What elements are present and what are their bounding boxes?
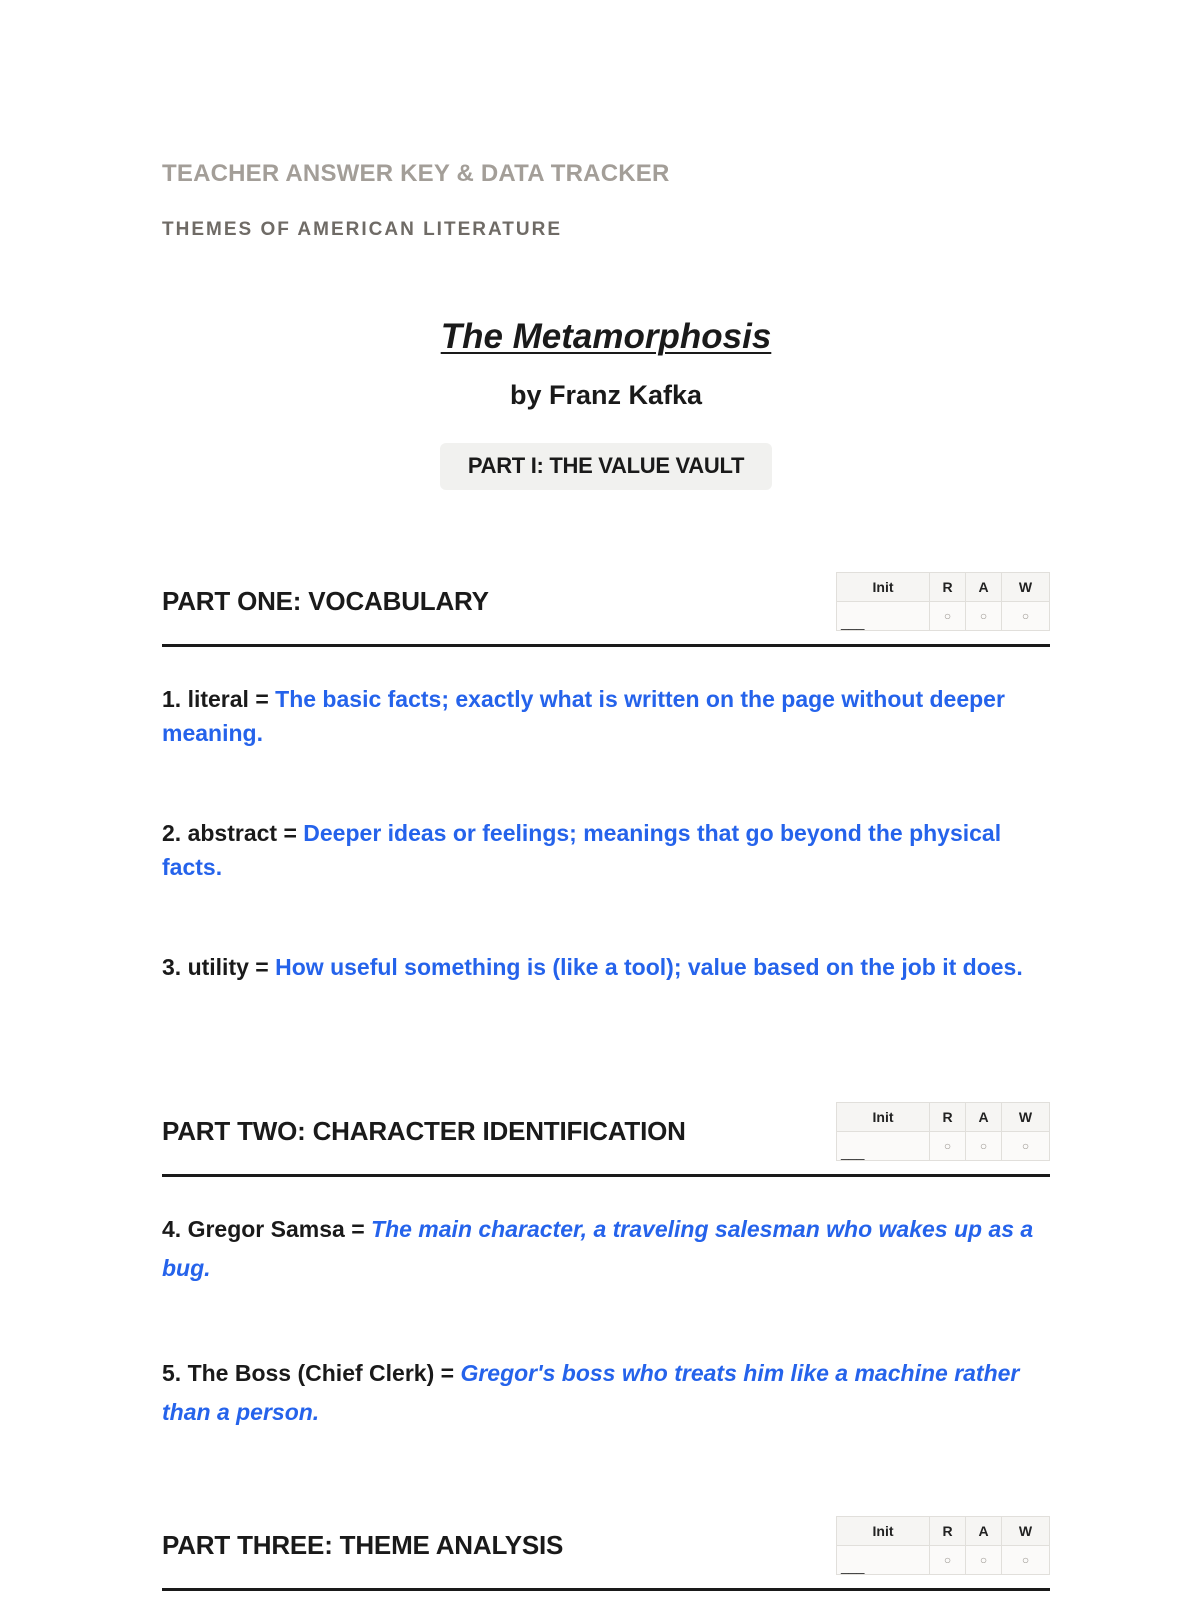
item-answer: How useful something is (like a tool); value based on the job it does. — [275, 954, 1023, 980]
vocab-item-literal — [162, 682, 1050, 750]
work-byline: by Franz Kafka — [509, 380, 703, 410]
item-answer: Deeper ideas or feelings; meanings that go beyond the physical facts. — [162, 820, 1002, 880]
radio-r[interactable]: ○ — [930, 1132, 966, 1161]
tracker-value-row — [837, 1546, 1050, 1575]
data-tracker-table — [836, 1102, 1050, 1161]
tracker-col-r: R — [930, 1103, 966, 1132]
radio-r[interactable]: ○ — [930, 602, 966, 631]
part-badge: PART I: THE VALUE VAULT — [440, 443, 772, 490]
radio-r[interactable]: ○ — [930, 1546, 966, 1575]
vocab-item-utility — [162, 950, 1050, 984]
tracker-col-w: W — [1002, 573, 1050, 602]
tracker-col-init: Init — [837, 1517, 930, 1546]
tracker-col-w: W — [1002, 1517, 1050, 1546]
document-kicker: TEACHER ANSWER KEY & DATA TRACKER — [162, 160, 670, 187]
radio-a[interactable]: ○ — [966, 1132, 1002, 1161]
section-header-theme — [162, 1516, 1050, 1591]
tracker-col-w: W — [1002, 1103, 1050, 1132]
initials-blank[interactable]: ___ — [837, 1132, 930, 1161]
section-title: PART THREE: THEME ANALYSIS — [162, 1530, 564, 1560]
tracker-value-row — [837, 602, 1050, 631]
tracker-col-init: Init — [837, 573, 930, 602]
tracker-col-init: Init — [837, 1103, 930, 1132]
character-item-gregor — [162, 1210, 1050, 1288]
item-term: 5. The Boss (Chief Clerk) = — [162, 1360, 455, 1386]
vocab-item-abstract — [162, 816, 1050, 884]
item-answer: The basic facts; exactly what is written on the page without deeper meaning. — [162, 686, 1005, 746]
character-item-boss — [162, 1354, 1050, 1432]
initials-blank[interactable]: ___ — [837, 1546, 930, 1575]
tracker-header-row — [837, 1103, 1050, 1132]
tracker-col-a: A — [966, 1103, 1002, 1132]
data-tracker-table — [836, 572, 1050, 631]
tracker-header-row — [837, 1517, 1050, 1546]
part-badge-container — [162, 443, 1050, 490]
section-title: PART ONE: VOCABULARY — [162, 586, 489, 616]
section-header-characters — [162, 1102, 1050, 1177]
radio-w[interactable]: ○ — [1002, 602, 1050, 631]
item-term: 4. Gregor Samsa = — [162, 1216, 365, 1242]
item-term: 2. abstract = — [162, 820, 297, 846]
item-answer: The main character, a traveling salesman who wakes up as a bug. — [162, 1216, 1034, 1281]
worksheet-page — [162, 0, 1050, 1600]
item-term: 3. utility = — [162, 954, 269, 980]
radio-a[interactable]: ○ — [966, 1546, 1002, 1575]
work-title: The Metamorphosis — [440, 317, 772, 356]
radio-w[interactable]: ○ — [1002, 1132, 1050, 1161]
initials-blank[interactable]: ___ — [837, 602, 930, 631]
tracker-col-a: A — [966, 1517, 1002, 1546]
radio-w[interactable]: ○ — [1002, 1546, 1050, 1575]
section-title: PART TWO: CHARACTER IDENTIFICATION — [162, 1116, 686, 1146]
tracker-col-a: A — [966, 573, 1002, 602]
item-term: 1. literal = — [162, 686, 269, 712]
section-header-vocabulary — [162, 572, 1050, 647]
item-answer: Gregor's boss who treats him like a machine rather than a person. — [162, 1360, 1020, 1425]
data-tracker-table — [836, 1516, 1050, 1575]
course-name: THEMES OF AMERICAN LITERATURE — [162, 219, 562, 240]
tracker-col-r: R — [930, 1517, 966, 1546]
tracker-value-row — [837, 1132, 1050, 1161]
tracker-col-r: R — [930, 573, 966, 602]
radio-a[interactable]: ○ — [966, 602, 1002, 631]
tracker-header-row — [837, 573, 1050, 602]
